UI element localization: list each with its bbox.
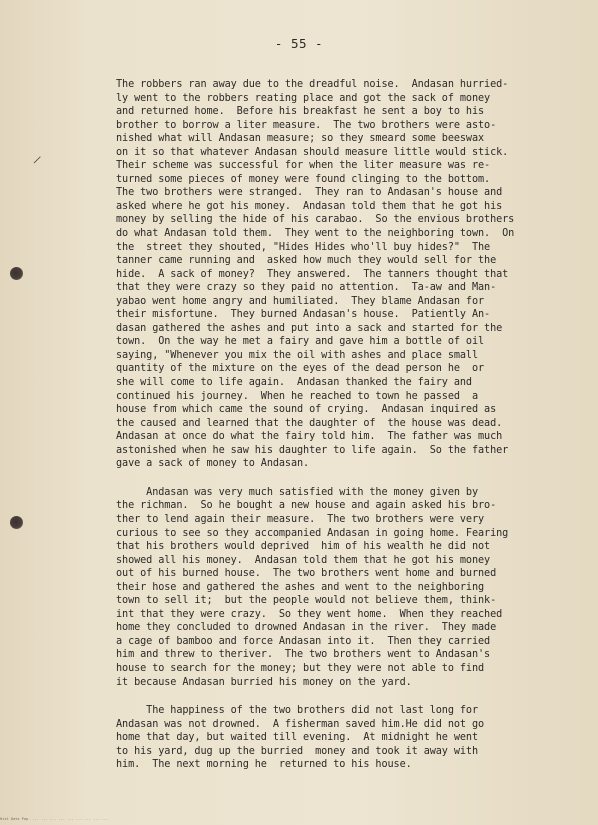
text-line: house to search for the money; but they were not able to find xyxy=(116,662,485,674)
text-line: The happiness of the two brothers did not last long for xyxy=(116,705,479,717)
text-line: Andasan was very much satisfied with the money given by xyxy=(116,486,479,498)
text-line: the richman. So he bought a new house and again asked his bro- xyxy=(116,500,497,512)
text-line: showed all his money. Andasan told them that he got his money xyxy=(116,554,491,566)
body-text xyxy=(116,78,556,787)
text-line: tanner came running and asked how much they would sell for the xyxy=(116,255,497,267)
text-line: asked where he got his money. Andasan told them that he got his xyxy=(116,200,503,212)
binder-hole-top xyxy=(10,267,23,280)
text-line: nished what will Andasan measure; so they smeard some beeswax xyxy=(116,133,485,145)
text-line: brother to borrow a liter measure. The two brothers were asto- xyxy=(116,119,497,131)
text-line: that his brothers would deprived him of his wealth he did not xyxy=(116,541,491,553)
margin-mark: / xyxy=(32,154,42,167)
text-line: curious to see so they accompanied Andasan in going home. Fearing xyxy=(116,527,509,539)
text-line: to his yard, dug up the burried money and took it away with xyxy=(116,745,479,757)
text-line: and returned home. Before his breakfast he sent a boy to his xyxy=(116,106,485,118)
text-line: do what Andasan told them. They went to the neighboring town. On xyxy=(116,228,515,240)
text-line: gave a sack of money to Andasan. xyxy=(116,458,310,470)
text-line: hide. A sack of money? They answered. The tanners thought that xyxy=(116,268,509,280)
text-line: home that day, but waited till evening. At midnight he went xyxy=(116,732,479,744)
text-line: dasan gathered the ashes and put into a sack and started for the xyxy=(116,322,503,334)
text-line: town to sell it; but the people would not believe them, think- xyxy=(116,595,497,607)
text-line: town. On the way he met a fairy and gave him a bottle of oil xyxy=(116,336,485,348)
text-line: turned some pieces of money were found clinging to the bottom. xyxy=(116,173,491,185)
text-line: him. The next morning he returned to his house. xyxy=(116,759,412,771)
text-line: out of his burned house. The two brothers went home and burned xyxy=(116,568,497,580)
binder-hole-bottom xyxy=(10,516,23,529)
paragraph-1 xyxy=(116,78,556,471)
text-line: The robbers ran away due to the dreadful noise. Andasan hurried- xyxy=(116,79,509,90)
text-line: house from which came the sound of crying. Andasan inquired as xyxy=(116,404,497,416)
text-line: The two brothers were stranged. They ran to Andasan's house and xyxy=(116,187,503,199)
paragraph-3 xyxy=(116,704,556,772)
text-line: ly went to the robbers reating place and got the sack of money xyxy=(116,92,491,104)
text-line: she will come to life again. Andasan thanked the fairy and xyxy=(116,377,472,389)
text-line: int that they were crazy. So they went home. When they reached xyxy=(116,608,503,620)
text-line: on it so that whatever Andasan should measure little would stick. xyxy=(116,146,509,158)
text-line: Andasan was not drowned. A fisherman saved him.He did not go xyxy=(116,718,485,730)
text-line: that they were crazy so they paid no attention. Ta-aw and Man- xyxy=(116,282,497,294)
text-line: continued his journey. When he reached to town he passed a xyxy=(116,390,479,402)
text-line: Andasan at once do what the fairy told him. The father was much xyxy=(116,431,503,443)
text-line: ther to lend again their measure. The two brothers were very xyxy=(116,513,485,525)
text-line: their hose and gathered the ashes and went to the neighboring xyxy=(116,581,485,593)
text-line: a cage of bamboo and force Andasan into it. Then they carried xyxy=(116,635,491,647)
text-line: him and threw to theriver. The two brothers went to Andasan's xyxy=(116,649,491,661)
text-line: Their scheme was successful for when the liter measure was re- xyxy=(116,160,491,172)
paragraph-2 xyxy=(116,486,556,689)
text-line: money by selling the hide of his carabao. So the envious brothers xyxy=(116,214,515,226)
text-line: home they concluded to drowned Andasan in the river. They made xyxy=(116,622,497,634)
text-line: the street they shouted, "Hides Hides who'll buy hides?" The xyxy=(116,241,491,253)
text-line: it because Andasan burried his money on the yard. xyxy=(116,676,412,688)
text-line: their misfortune. They burned Andasan's house. Patiently An- xyxy=(116,309,491,321)
text-line: quantity of the mixture on the eyes of the dead person he or xyxy=(116,363,485,375)
text-line: the caused and learned that the daughter of the house was dead. xyxy=(116,417,503,429)
text-line: yabao went home angry and humiliated. They blame Andasan for xyxy=(116,295,485,307)
page-number: - 55 - xyxy=(274,36,324,51)
text-line: saying, "Whenever you mix the oil with ashes and place small xyxy=(116,349,479,361)
footer-strip: Hist Data Pap. ... ... ... ... ... ... ... ... ... xyxy=(0,817,109,821)
text-line: astonished when he saw his daughter to life again. So the father xyxy=(116,444,509,456)
